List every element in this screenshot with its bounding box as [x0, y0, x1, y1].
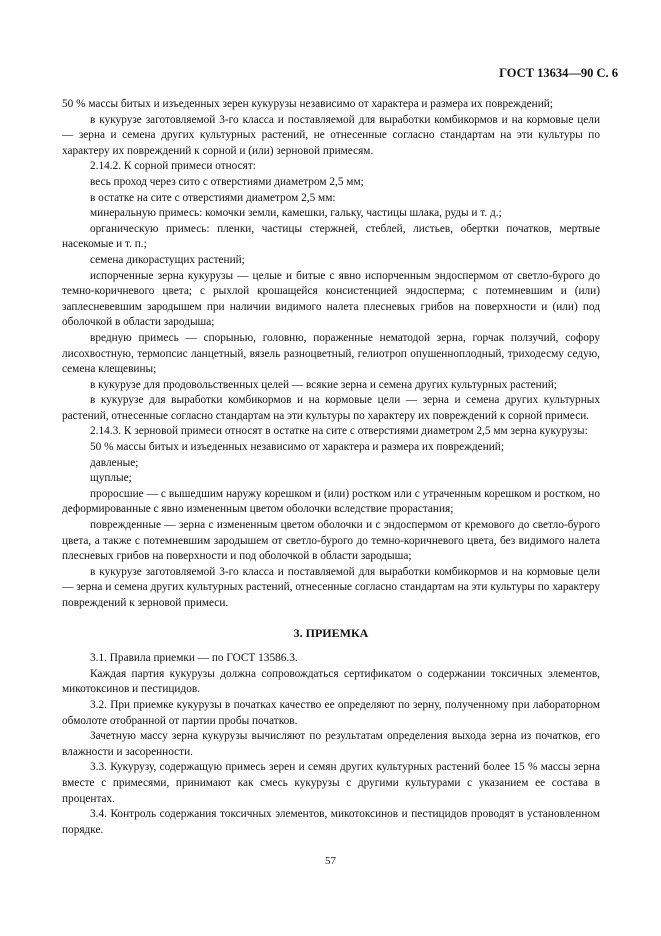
paragraph: 3.3. Кукурузу, содержащую примесь зерен и семян других культурных растений более 15 % массы зерна вместе с примесями, принимают как смесь кукурузы с другими культурами с указанием ее состава в процентах.: [62, 761, 600, 805]
paragraph: 3.2. При приемке кукурузы в початках качество ее определяют по зерну, полученному при лабораторном обмолоте отобранной от партии пробы початков.: [62, 698, 600, 727]
paragraph: весь проход через сито с отверстиями диаметром 2,5 мм;: [90, 175, 364, 188]
document-body: [62, 97, 600, 838]
paragraph: Каждая партия кукурузы должна сопровождаться сертификатом о содержании токсичных элементов, микотоксинов и пестицидов.: [62, 667, 600, 696]
page-number: 57: [325, 855, 336, 867]
paragraph: 50 % массы битых и изъеденных зерен кукурузы независимо от характера и размера их повреждений;: [62, 98, 553, 110]
paragraph: органическую примесь: пленки, частицы стержней, стеблей, листьев, обертки початков, мертвые насекомые и т. п.;: [62, 222, 600, 251]
paragraph: минеральную примесь: комочки земли, камешки, гальку, частицы шлака, руды и т. д.;: [90, 207, 502, 220]
paragraph: поврежденные — зерна с измененным цветом оболочки и с эндоспермом от кремового до светло-бурого цвета, а также с потемневшим зародышем от светло-бурого до темно-коричневого цвета, без видимого налета плесневых грибов на поверхности и под оболочкой в области зародыша;: [62, 519, 600, 563]
paragraph: щуплые;: [90, 472, 132, 485]
paragraph: 3.4. Контроль содержания токсичных элементов, микотоксинов и пестицидов проводят в установленном порядке.: [62, 808, 600, 836]
page-header: ГОСТ 13634—90 С. 6: [499, 66, 618, 80]
paragraph: 3.1. Правила приемки — по ГОСТ 13586.3.: [90, 652, 298, 665]
paragraph: в кукурузе заготовляемой 3-го класса и поставляемой для выработки комбикормов и на кормовые цели — зерна и семена других культурных растений, отнесенные согласно стандартам на эти культуры по характеру повреждений к зерновой примеси.: [62, 565, 600, 609]
paragraph: 2.14.3. К зерновой примеси относят в остатке на сите с отверстиями диаметром 2,5 мм зерна кукурузы:: [90, 425, 588, 438]
paragraph: 2.14.2. К сорной примеси относят:: [90, 160, 256, 173]
paragraph: испорченные зерна кукурузы — целые и битые с явно испорченным эндоспермом от светло-бурого до темно-коричневого цвета; с рыхлой крошащейся консистенцией эндосперма; с потемневшим и (или) заплесневевшим зародышем при наличии видимого налета плесневых грибов на поверхности и (или) под оболочкой в области зародыша;: [62, 269, 600, 329]
paragraph: в остатке на сите с отверстиями диаметром 2,5 мм:: [90, 191, 336, 204]
section-title: 3. ПРИЕМКА: [293, 625, 369, 640]
paragraph: в кукурузе для продовольственных целей — всякие зерна и семена других культурных растений;: [90, 378, 557, 391]
paragraph: 50 % массы битых и изъеденных независимо от характера и размера их повреждений;: [90, 441, 504, 454]
paragraph: семена дикорастущих растений;: [90, 253, 245, 266]
paragraph: давленые;: [90, 456, 139, 469]
paragraph: вредную примесь — спорынью, головню, пораженные нематодой зерна, горчак ползучий, софору лисохвостную, термопсис ланцетный, вязель разноцветный, гелиотроп опушенноплодный, триходесму седую, семена клещевины;: [62, 331, 600, 376]
paragraph: Зачетную массу зерна кукурузы вычисляют по результатам определения выхода зерна из початков, его влажности и засоренности.: [62, 730, 600, 758]
paragraph: проросшие — с вышедшим наружу корешком и (или) ростком или с утраченным корешком и ростком, но деформированные с явно измененным цветом оболочки вследствие прорастания;: [62, 487, 600, 516]
paragraph: в кукурузе для выработки комбикормов и на кормовые цели — зерна и семена других культурных растений, отнесенные согласно стандартам на эти культуры по характеру их повреждений к сорной примеси.: [62, 394, 600, 422]
paragraph: в кукурузе заготовляемой 3-го класса и поставляемой для выработки комбикормов и на кормовые цели — зерна и семена других культурных растений, не отнесенные согласно стандартам на эти культуры по характеру их повреждений к сорной и (или) зерновой примесям.: [62, 113, 600, 157]
